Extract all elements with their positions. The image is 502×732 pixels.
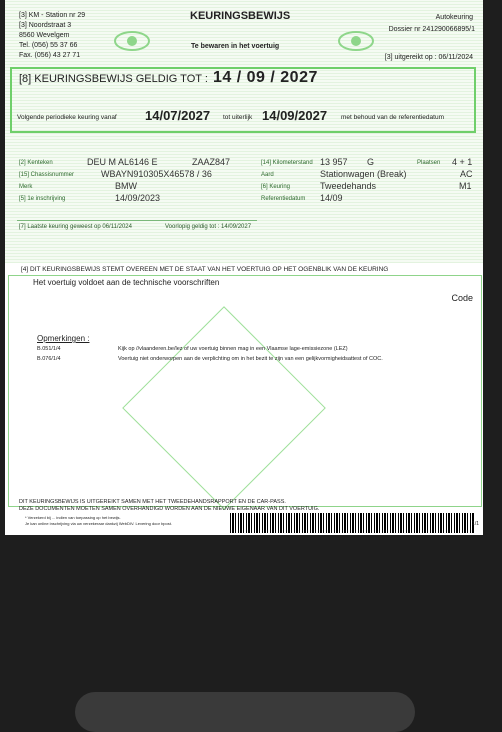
document-subtitle: Te bewaren in het voertuig bbox=[191, 43, 280, 50]
eye-logo-right-icon bbox=[337, 30, 375, 52]
seats-value: 4 + 1 bbox=[452, 157, 473, 167]
mileage-unit: G bbox=[367, 157, 375, 167]
validity-date: 14 / 09 / 2027 bbox=[213, 69, 318, 86]
next-inspection-to: 14/09/2027 bbox=[262, 108, 328, 123]
next-inspection-mid: tot uiterlijk bbox=[223, 114, 253, 121]
page-number: 1/1 bbox=[472, 521, 479, 527]
category-value: M1 bbox=[459, 181, 472, 191]
remark-text: Kijk op //vlaanderen.be/lez of uw voertuig binnen mag in een Vlaamse lage-emissiezone (LEZ) bbox=[118, 346, 348, 352]
plate-label: [2] Kenteken bbox=[19, 160, 53, 166]
previous-inspection: [7] Laatste keuring geweest op 06/11/2024 bbox=[19, 224, 132, 230]
mileage-label: [14] Kilometerstand bbox=[261, 160, 313, 166]
reference-label: Referentiedatum bbox=[261, 196, 306, 202]
registration-label: [5] 1e inschrijving bbox=[19, 196, 66, 202]
inspection-type-label: [6] Keuring bbox=[261, 184, 291, 190]
brand-label: Merk bbox=[19, 184, 33, 190]
chassis-label: [15] Chassisnummer bbox=[19, 172, 75, 178]
issued-date: [3] uitgereikt op : 06/11/2024 bbox=[384, 54, 473, 61]
registration-value: 14/09/2023 bbox=[115, 193, 161, 203]
brand-value: BMW bbox=[115, 181, 137, 191]
ac-value: AC bbox=[460, 169, 473, 179]
remark-text: Voertuig niet onderworpen aan de verplichting om in het bezit te zijn van een gelijkvormigheidsattest of COC. bbox=[118, 356, 383, 362]
document-title: KEURINGSBEWIJS bbox=[190, 10, 291, 22]
station-label: [3] KM - Station nr 29 bbox=[19, 12, 86, 19]
footer-note-2: Je kan online inschrijving via uw verzekeraar dankzij WebDIV. Levering door bpost. bbox=[25, 521, 172, 526]
mileage-value: 13 957 bbox=[320, 157, 348, 167]
reference-value: 14/09 bbox=[320, 193, 343, 203]
address-line-1: [3] Noordstraat 3 bbox=[19, 22, 72, 29]
footer-line-1: DIT KEURINGSBEWIJS IS UITGEREIKT SAMEN MET HET TWEEDEHANDSRAPPORT EN DE CAR-PASS. bbox=[19, 499, 286, 505]
eye-logo-left-icon bbox=[113, 30, 151, 52]
pass-result: Het voertuig voldoet aan de technische voorschriften bbox=[33, 278, 220, 287]
chassis-value: WBAYN910305X46578 / 36 bbox=[101, 169, 212, 179]
plate-code: ZAAZ847 bbox=[192, 157, 231, 167]
document-page bbox=[5, 0, 483, 535]
remark-code: B.051/1/4 bbox=[37, 346, 61, 352]
barcode bbox=[230, 513, 475, 533]
code-label: Code bbox=[451, 293, 473, 303]
phone: Tel. (056) 55 37 66 bbox=[19, 42, 78, 49]
remarks-title: Opmerkingen : bbox=[37, 334, 90, 343]
fax: Fax. (056) 43 27 71 bbox=[19, 52, 81, 59]
divider bbox=[17, 220, 257, 221]
viewer-toolbar[interactable] bbox=[75, 692, 415, 732]
validity-label: [8] KEURINGSBEWIJS GELDIG TOT : bbox=[19, 73, 208, 85]
type-label: Aard bbox=[261, 172, 274, 178]
address-line-2: 8560 Wevelgem bbox=[19, 32, 70, 39]
provisional-validity: Voorlopig geldig tot : 14/09/2027 bbox=[165, 224, 252, 230]
footer-line-2: DEZE DOCUMENTEN MOETEN SAMEN OVERHANDIGD WORDEN AAN DE NIEUWE EIGENAAR VAN DIT VOERTUIG. bbox=[19, 506, 320, 512]
seats-label: Plaatsen bbox=[417, 160, 441, 166]
plate-value: DEU M AL6146 E bbox=[87, 157, 158, 167]
next-inspection-prefix: Volgende periodieke keuring vanaf bbox=[17, 114, 117, 121]
next-inspection-from: 14/07/2027 bbox=[145, 108, 211, 123]
next-inspection-suffix: met behoud van de referentiedatum bbox=[341, 114, 444, 121]
remark-code: B.076/1/4 bbox=[37, 356, 61, 362]
dossier-number: Dossier nr 241290066895/1 bbox=[388, 26, 475, 33]
inspection-type-value: Tweedehands bbox=[320, 181, 377, 191]
conformity-statement: [4] DIT KEURINGSBEWIJS STEMT OVEREEN MET DE STAAT VAN HET VOERTUIG OP HET OGENBLIK VAN DE KEURING bbox=[21, 266, 389, 273]
footer-note-1: * Verzekerd bij ... indien van toepassing op het bewijs. bbox=[25, 515, 121, 520]
type-value: Stationwagen (Break) bbox=[320, 169, 407, 179]
autokeuring-label: Autokeuring bbox=[435, 14, 473, 21]
